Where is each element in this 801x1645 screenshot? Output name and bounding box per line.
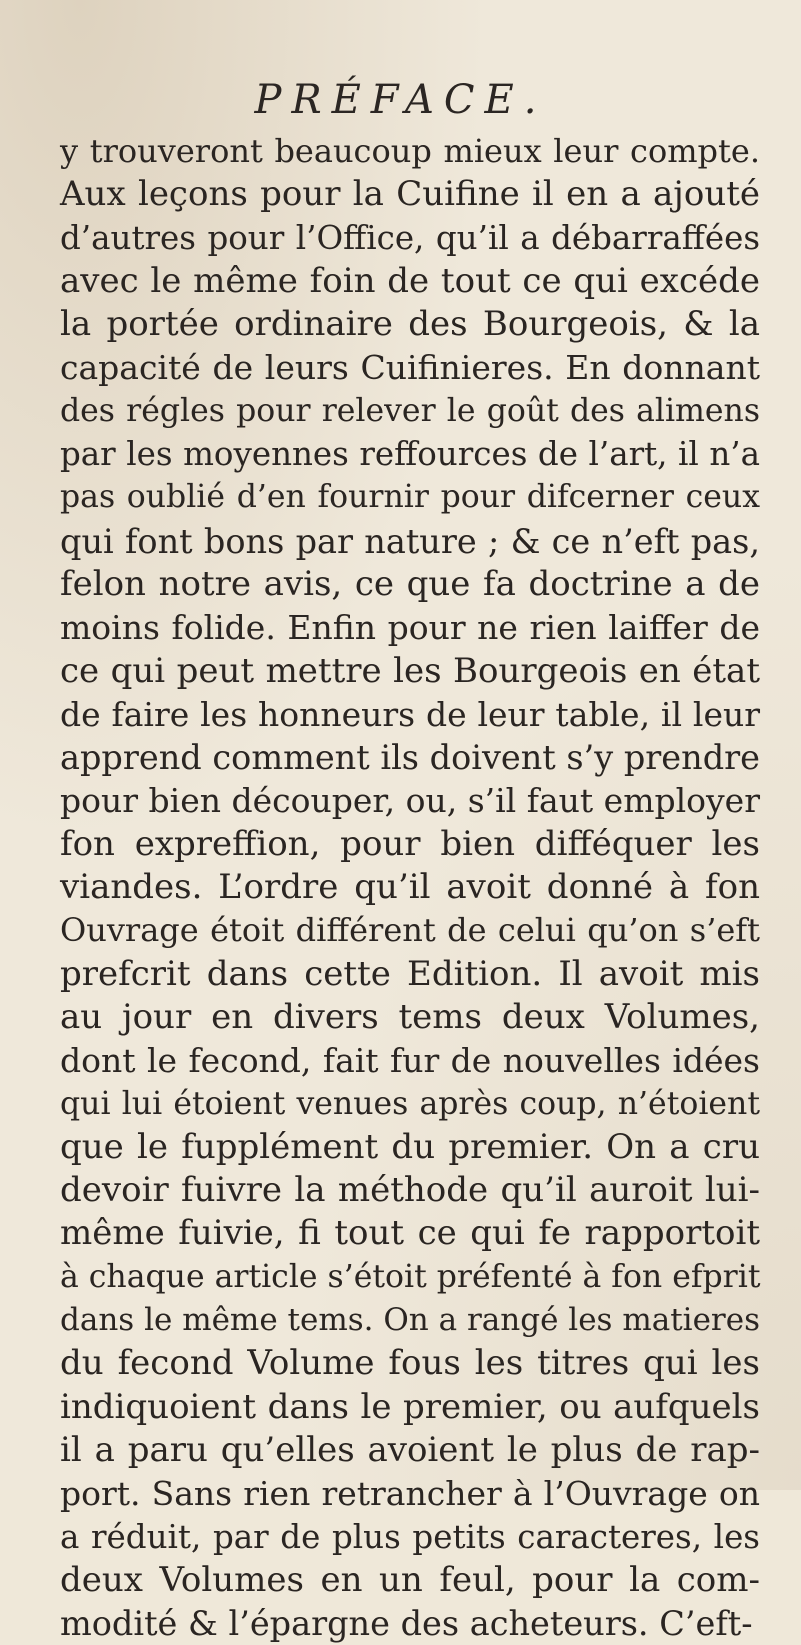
text-line: même fuivie, fi tout ce qui fe rapportoit xyxy=(60,1213,760,1254)
text-line: dont le fecond, fait fur de nouvelles idées xyxy=(60,1041,760,1081)
text-line: Ouvrage étoit différent de celui qu’on s’eft xyxy=(60,911,760,950)
text-line: il a paru qu’elles avoient le plus de rap- xyxy=(60,1429,760,1470)
text-line: viandes. L’ordre qu’il avoit donné à fon xyxy=(60,867,760,908)
text-line: au jour en divers tems deux Volumes, xyxy=(60,996,760,1037)
text-line: ce qui peut mettre les Bourgeois en état xyxy=(60,650,760,691)
text-line: indiquoient dans le premier, ou aufquels xyxy=(60,1386,760,1427)
text-line: la portée ordinaire des Bourgeois, & la xyxy=(60,304,760,345)
text-line: apprend comment ils doivent s’y prendre xyxy=(60,738,760,778)
text-line: Aux leçons pour la Cuifine il en a ajouté xyxy=(60,174,760,215)
text-line: moins folide. Enfin pour ne rien laiffer de xyxy=(60,608,760,648)
text-line: felon notre avis, ce que fa doctrine a de xyxy=(60,563,760,604)
text-line: à chaque article s’étoit préfenté à fon efprit xyxy=(60,1258,761,1295)
text-line: deux Volumes en un feul, pour la com- xyxy=(60,1559,760,1600)
text-line: y trouveront beaucoup mieux leur compte. xyxy=(60,132,760,170)
text-line: dans le même tems. On a rangé les matieres xyxy=(60,1302,760,1339)
text-line: avec le même foin de tout ce qui excéde xyxy=(60,260,760,301)
text-line: modité & l’épargne des acheteurs. C’eft- xyxy=(60,1604,753,1644)
text-line: de faire les honneurs de leur table, il leur xyxy=(60,694,760,734)
body-text xyxy=(60,130,760,1645)
text-line: port. Sans rien retrancher à l’Ouvrage on xyxy=(60,1474,760,1514)
text-line: qui font bons par nature ; & ce n’eft pas, xyxy=(60,521,760,561)
text-line: devoir fuivre la méthode qu’il auroit lui- xyxy=(60,1170,760,1211)
text-line: d’autres pour l’Office, qu’il a débarraffées xyxy=(60,218,760,257)
text-line: du fecond Volume fous les titres qui les xyxy=(60,1343,760,1384)
text-line: fon expreffion, pour bien difféquer les xyxy=(60,823,760,864)
text-line: a réduit, par de plus petits caracteres, les xyxy=(60,1517,760,1556)
text-line: que le fupplément du premier. On a cru xyxy=(60,1126,760,1167)
text-line: pas oublié d’en fournir pour difcerner ceux xyxy=(60,479,760,516)
text-line: capacité de leurs Cuifinieres. En donnant xyxy=(60,348,760,388)
text-line: prefcrit dans cette Edition. Il avoit mis xyxy=(60,953,760,994)
running-head: PRÉFACE. xyxy=(254,77,547,123)
text-line: qui lui étoient venues après coup, n’étoient xyxy=(60,1085,760,1122)
text-line: par les moyennes reffources de l’art, il n’a xyxy=(60,435,760,474)
text-line: des régles pour relever le goût des alimens xyxy=(60,392,760,429)
text-line: pour bien découper, ou, s’il faut employer xyxy=(60,781,760,821)
